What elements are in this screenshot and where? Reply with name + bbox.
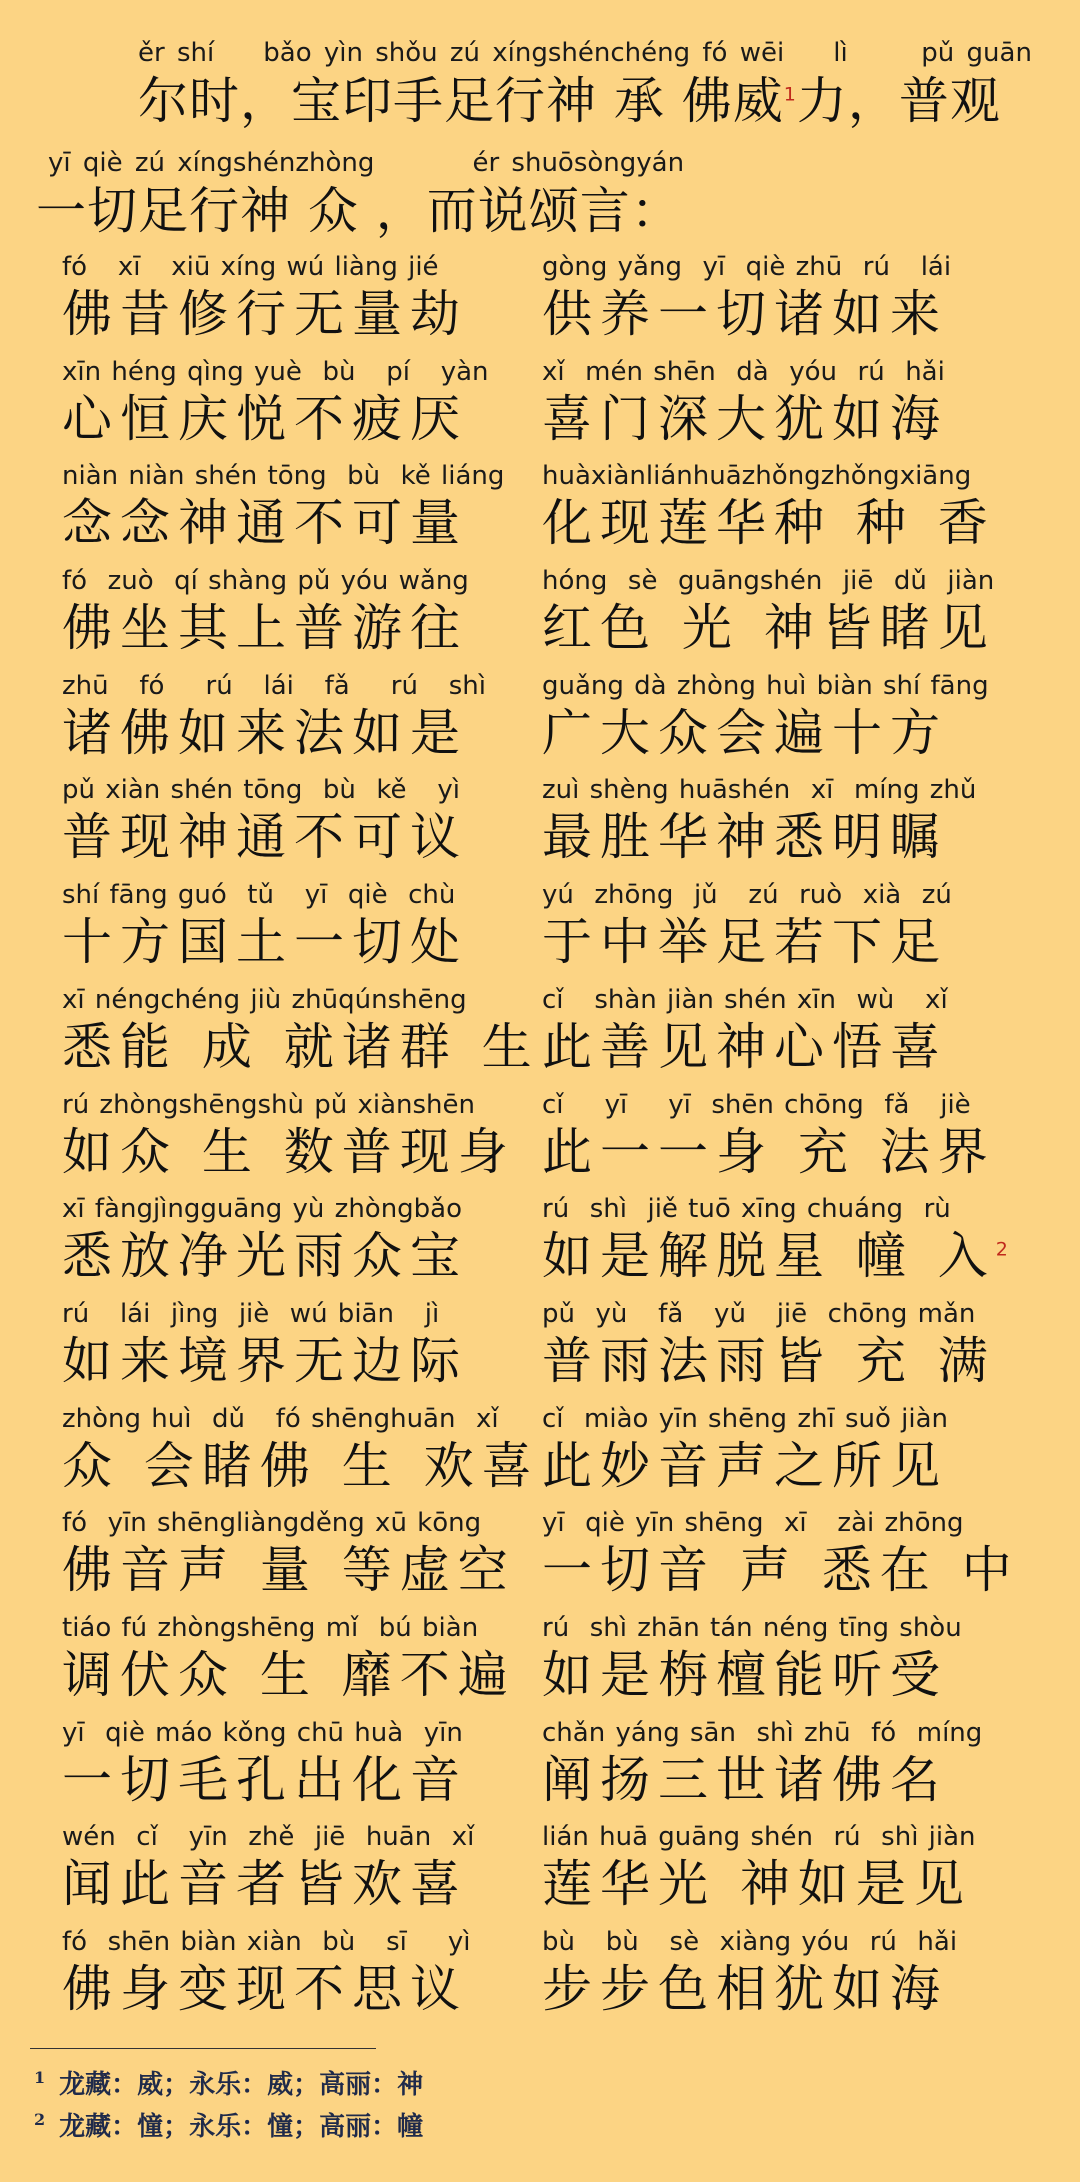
verse-left-half bbox=[62, 1090, 542, 1195]
verse-right-hanzi bbox=[542, 1434, 1022, 1498]
verse-left-hanzi-text: 调伏众 生 靡不遍 bbox=[62, 1645, 516, 1704]
verse-right-hanzi bbox=[542, 701, 1022, 765]
verse-right-half bbox=[542, 1404, 1022, 1509]
verse-left-pinyin: rú zhòngshēngshù pǔ xiànshēn bbox=[62, 1089, 475, 1120]
verse-right-half bbox=[542, 357, 1022, 462]
verse-left-half bbox=[62, 1718, 542, 1823]
verse-left-pinyin: fó zuò qí shàng pǔ yóu wǎng bbox=[62, 566, 469, 597]
intro-line-2-pinyin: yī qiè zú xíngshénzhòng ér shuōsòngyán bbox=[48, 148, 685, 178]
verse-right-hanzi-text: 红色 光 神皆睹见 bbox=[542, 599, 996, 658]
verse-left-half bbox=[62, 1927, 542, 2032]
verse-right-pinyin: guǎng dà zhòng huì biàn shí fāng bbox=[542, 670, 989, 701]
intro-line-2-hanzi: 一切足行神 众 ，而说颂言： bbox=[36, 182, 682, 240]
verse-row bbox=[62, 357, 1022, 462]
verse-right-hanzi bbox=[542, 1538, 1022, 1602]
verse-right-pinyin: cǐ shàn jiàn shén xīn wù xǐ bbox=[542, 984, 948, 1015]
verse-right-hanzi bbox=[542, 805, 1022, 869]
verse-left-hanzi bbox=[62, 387, 542, 451]
verse-left-half bbox=[62, 985, 542, 1090]
verse-right-hanzi bbox=[542, 596, 1022, 660]
verse-right-hanzi bbox=[542, 1120, 1022, 1184]
verse-right-half bbox=[542, 880, 1022, 985]
verse-left-pinyin: wén cǐ yīn zhě jiē huān xǐ bbox=[62, 1822, 475, 1853]
verse-left-half bbox=[62, 775, 542, 880]
verse-left-pinyin: zhū fó rú lái fǎ rú shì bbox=[62, 670, 487, 701]
verse-right-hanzi-text: 此妙音声之所见 bbox=[542, 1436, 948, 1495]
verse-row bbox=[62, 671, 1022, 776]
verse-right-pinyin: huàxiànliánhuāzhǒngzhǒngxiāng bbox=[542, 461, 972, 492]
verse-right-hanzi-text: 一切音 声 悉在 中 bbox=[542, 1541, 1020, 1600]
verse-left-pinyin: xī fàngjìngguāng yù zhòngbǎo bbox=[62, 1194, 463, 1225]
verse-right-pinyin: chǎn yáng sān shì zhū fó míng bbox=[542, 1717, 983, 1748]
verse-left-pinyin: pǔ xiàn shén tōng bù kě yì bbox=[62, 775, 460, 806]
verse-left-half bbox=[62, 1613, 542, 1718]
verse-right-hanzi-text: 化现莲华种 种 香 bbox=[542, 494, 996, 553]
verse-left-hanzi bbox=[62, 1538, 542, 1602]
verse-left-half bbox=[62, 1299, 542, 1404]
verse-left-hanzi-text: 佛昔修行无量劫 bbox=[62, 285, 468, 343]
verse-right-pinyin: yī qiè yīn shēng xī zài zhōng bbox=[542, 1508, 964, 1539]
verse-left-pinyin: fó xī xiū xíng wú liàng jié bbox=[62, 252, 439, 282]
verse-right-hanzi-text: 此善见神心悟喜 bbox=[542, 1017, 948, 1076]
verse-right-pinyin: xǐ mén shēn dà yóu rú hǎi bbox=[542, 356, 945, 387]
verse-left-pinyin: rú lái jìng jiè wú biān jì bbox=[62, 1298, 440, 1329]
verse-right-hanzi bbox=[542, 387, 1022, 451]
verse-left-hanzi-text: 如来境界无边际 bbox=[62, 1331, 468, 1390]
verse-left-half bbox=[62, 252, 542, 357]
verse-right-pinyin: pǔ yù fǎ yǔ jiē chōng mǎn bbox=[542, 1298, 976, 1329]
verse-row bbox=[62, 1927, 1022, 2032]
verse-left-pinyin: yī qiè máo kǒng chū huà yīn bbox=[62, 1717, 463, 1748]
footnote-marker-1[interactable]: 1 bbox=[783, 83, 797, 106]
verse-right-pinyin: cǐ miào yīn shēng zhī suǒ jiàn bbox=[542, 1403, 948, 1434]
footnote-marker-2[interactable]: 2 bbox=[995, 1238, 1016, 1261]
footnote-number: 2 bbox=[34, 2110, 46, 2130]
verse-right-hanzi bbox=[542, 1224, 1022, 1288]
intro-line-1-text-a: 尔时，宝印手足行神 承 佛威 bbox=[138, 72, 784, 130]
verse-row bbox=[62, 1090, 1022, 1195]
verse-row bbox=[62, 1718, 1022, 1823]
verse-right-half bbox=[542, 461, 1022, 566]
footnote-divider bbox=[30, 2048, 376, 2049]
verse-left-hanzi bbox=[62, 1748, 542, 1812]
verse-right-hanzi-text: 如是栴檀能听受 bbox=[542, 1645, 948, 1704]
footnote-number: 1 bbox=[34, 2068, 46, 2088]
verse-left-hanzi bbox=[62, 491, 542, 555]
verse-left-pinyin: niàn niàn shén tōng bù kě liáng bbox=[62, 461, 505, 492]
verse-right-half bbox=[542, 1718, 1022, 1823]
verse-left-hanzi bbox=[62, 1224, 542, 1288]
verse-row bbox=[62, 1194, 1022, 1299]
verse-row bbox=[62, 1404, 1022, 1509]
verse-right-pinyin: bù bù sè xiàng yóu rú hǎi bbox=[542, 1927, 958, 1957]
verse-left-pinyin: xī néngchéng jiù zhūqúnshēng bbox=[62, 984, 467, 1015]
verse-left-hanzi-text: 闻此音者皆欢喜 bbox=[62, 1855, 468, 1914]
verse-row bbox=[62, 461, 1022, 566]
verse-right-hanzi bbox=[542, 491, 1022, 555]
verse-left-hanzi bbox=[62, 1852, 542, 1916]
verse-left-half bbox=[62, 1822, 542, 1927]
verse-left-hanzi bbox=[62, 805, 542, 869]
verse-left-pinyin: shí fāng guó tǔ yī qiè chù bbox=[62, 880, 456, 911]
verse-right-half bbox=[542, 671, 1022, 776]
footnote-item bbox=[34, 2106, 423, 2148]
verse-left-half bbox=[62, 880, 542, 985]
verse-left-pinyin: fó shēn biàn xiàn bù sī yì bbox=[62, 1927, 471, 1957]
verse-left-hanzi-text: 心恒庆悦不疲厌 bbox=[62, 389, 468, 448]
verse-right-half bbox=[542, 1508, 1022, 1613]
verse-right-half bbox=[542, 1822, 1022, 1927]
verse-row bbox=[62, 1508, 1022, 1613]
verse-left-half bbox=[62, 1404, 542, 1509]
verse-left-hanzi bbox=[62, 1329, 542, 1393]
verse-right-half bbox=[542, 775, 1022, 880]
verse-left-hanzi-text: 佛音声 量 等虚空 bbox=[62, 1541, 516, 1600]
verse-row bbox=[62, 1822, 1022, 1927]
verse-right-hanzi bbox=[542, 1957, 1022, 2021]
verse-right-hanzi-text: 普雨法雨皆 充 满 bbox=[542, 1331, 996, 1390]
intro-line-1-text-b: 力，普观 bbox=[796, 72, 1001, 130]
verse-left-pinyin: zhòng huì dǔ fó shēnghuān xǐ bbox=[62, 1403, 499, 1434]
verse-right-hanzi-text: 于中举足若下足 bbox=[542, 913, 948, 972]
verse-left-hanzi-text: 悉能 成 就诸群 生 bbox=[62, 1017, 540, 1076]
verse-row bbox=[62, 775, 1022, 880]
verse-left-hanzi-text: 悉放净光雨众宝 bbox=[62, 1227, 468, 1286]
verse-right-half bbox=[542, 1613, 1022, 1718]
verse-left-hanzi-text: 佛身变现不思议 bbox=[62, 1960, 468, 2018]
verse-left-hanzi-text: 众 会睹佛 生 欢喜 bbox=[62, 1436, 540, 1495]
verse-right-pinyin: hóng sè guāngshén jiē dǔ jiàn bbox=[542, 566, 995, 597]
verse-right-half bbox=[542, 985, 1022, 1090]
verse-left-pinyin: tiáo fú zhòngshēng mǐ bú biàn bbox=[62, 1612, 479, 1643]
intro-line-1-pinyin: ěr shí bǎo yìn shǒu zú xíngshénchéng fó wēi lì pǔ guān bbox=[138, 38, 1032, 68]
verse-right-hanzi-text: 步步色相犹如海 bbox=[542, 1960, 948, 2018]
verse-left-hanzi bbox=[62, 1015, 542, 1079]
verse-left-hanzi-text: 念念神通不可量 bbox=[62, 494, 468, 553]
intro-line-1-hanzi bbox=[36, 68, 1046, 134]
verse-right-pinyin: cǐ yī yī shēn chōng fǎ jiè bbox=[542, 1089, 971, 1120]
verse-row bbox=[62, 1299, 1022, 1404]
verse-right-hanzi-text: 如是解脱星 幢 入 bbox=[542, 1227, 996, 1286]
verse-left-half bbox=[62, 461, 542, 566]
verse-left-hanzi-text: 佛坐其上普游往 bbox=[62, 599, 468, 658]
verse-right-hanzi bbox=[542, 910, 1022, 974]
verse-right-pinyin: lián huā guāng shén rú shì jiàn bbox=[542, 1822, 976, 1853]
verse-row bbox=[62, 1613, 1022, 1718]
verse-left-hanzi bbox=[62, 1643, 542, 1707]
verse-left-half bbox=[62, 566, 542, 671]
verse-left-hanzi-text: 一切毛孔出化音 bbox=[62, 1750, 468, 1809]
verse-left-pinyin: xīn héng qìng yuè bù pí yàn bbox=[62, 356, 489, 387]
verse-right-pinyin: yú zhōng jǔ zú ruò xià zú bbox=[542, 880, 952, 911]
verse-right-hanzi bbox=[542, 1748, 1022, 1812]
verse-left-hanzi-text: 如众 生 数普现身 bbox=[62, 1122, 516, 1181]
verse-left-hanzi bbox=[62, 1120, 542, 1184]
verse-row bbox=[62, 252, 1022, 357]
verse-left-hanzi-text: 诸佛如来法如是 bbox=[62, 703, 468, 762]
verse-row bbox=[62, 566, 1022, 671]
verse-left-half bbox=[62, 1194, 542, 1299]
verse-right-hanzi bbox=[542, 1852, 1022, 1916]
verse-right-hanzi-text: 最胜华神悉明瞩 bbox=[542, 808, 948, 867]
verse-left-half bbox=[62, 671, 542, 776]
verse-left-hanzi-text: 十方国土一切处 bbox=[62, 913, 468, 972]
verse-right-hanzi bbox=[542, 1329, 1022, 1393]
verse-right-hanzi-text: 阐扬三世诸佛名 bbox=[542, 1750, 948, 1809]
verse-right-half bbox=[542, 1299, 1022, 1404]
verse-right-half bbox=[542, 1090, 1022, 1195]
verse-right-hanzi bbox=[542, 282, 1022, 346]
verse-left-hanzi bbox=[62, 596, 542, 660]
verse-row bbox=[62, 880, 1022, 985]
verse-right-hanzi-text: 喜门深大犹如海 bbox=[542, 389, 948, 448]
verse-list bbox=[62, 252, 1022, 2032]
verse-left-hanzi bbox=[62, 1434, 542, 1498]
verse-right-hanzi-text: 供养一切诸如来 bbox=[542, 285, 948, 343]
verse-row bbox=[62, 985, 1022, 1090]
intro-line-1 bbox=[36, 38, 1046, 134]
verse-left-pinyin: fó yīn shēngliàngděng xū kōng bbox=[62, 1508, 482, 1539]
footnote-list bbox=[34, 2064, 423, 2148]
verse-left-half bbox=[62, 1508, 542, 1613]
verse-right-hanzi bbox=[542, 1015, 1022, 1079]
verse-right-pinyin: zuì shèng huāshén xī míng zhǔ bbox=[542, 775, 977, 806]
verse-left-hanzi bbox=[62, 701, 542, 765]
verse-left-half bbox=[62, 357, 542, 462]
footnote-text: 龙藏：威；永乐：威；高丽：神 bbox=[59, 2070, 424, 2100]
verse-right-pinyin: rú shì zhān tán néng tīng shòu bbox=[542, 1612, 962, 1643]
footnote-item bbox=[34, 2064, 423, 2106]
verse-left-hanzi-text: 普现神通不可议 bbox=[62, 808, 468, 867]
verse-right-hanzi-text: 此一一身 充 法界 bbox=[542, 1122, 996, 1181]
intro-line-2 bbox=[36, 148, 1046, 244]
verse-left-hanzi bbox=[62, 910, 542, 974]
footnote-text: 龙藏：憧；永乐：憧；高丽：幢 bbox=[59, 2112, 424, 2142]
verse-right-hanzi-text: 莲华光 神如是见 bbox=[542, 1855, 972, 1914]
verse-right-half bbox=[542, 566, 1022, 671]
verse-right-hanzi-text: 广大众会遍十方 bbox=[542, 703, 948, 762]
verse-right-half bbox=[542, 252, 1022, 357]
verse-right-pinyin: gòng yǎng yī qiè zhū rú lái bbox=[542, 252, 952, 282]
verse-right-half bbox=[542, 1927, 1022, 2032]
verse-left-hanzi bbox=[62, 282, 542, 346]
verse-right-pinyin: rú shì jiě tuō xīng chuáng rù bbox=[542, 1194, 951, 1225]
verse-right-half bbox=[542, 1194, 1022, 1299]
verse-left-hanzi bbox=[62, 1957, 542, 2021]
verse-right-hanzi bbox=[542, 1643, 1022, 1707]
